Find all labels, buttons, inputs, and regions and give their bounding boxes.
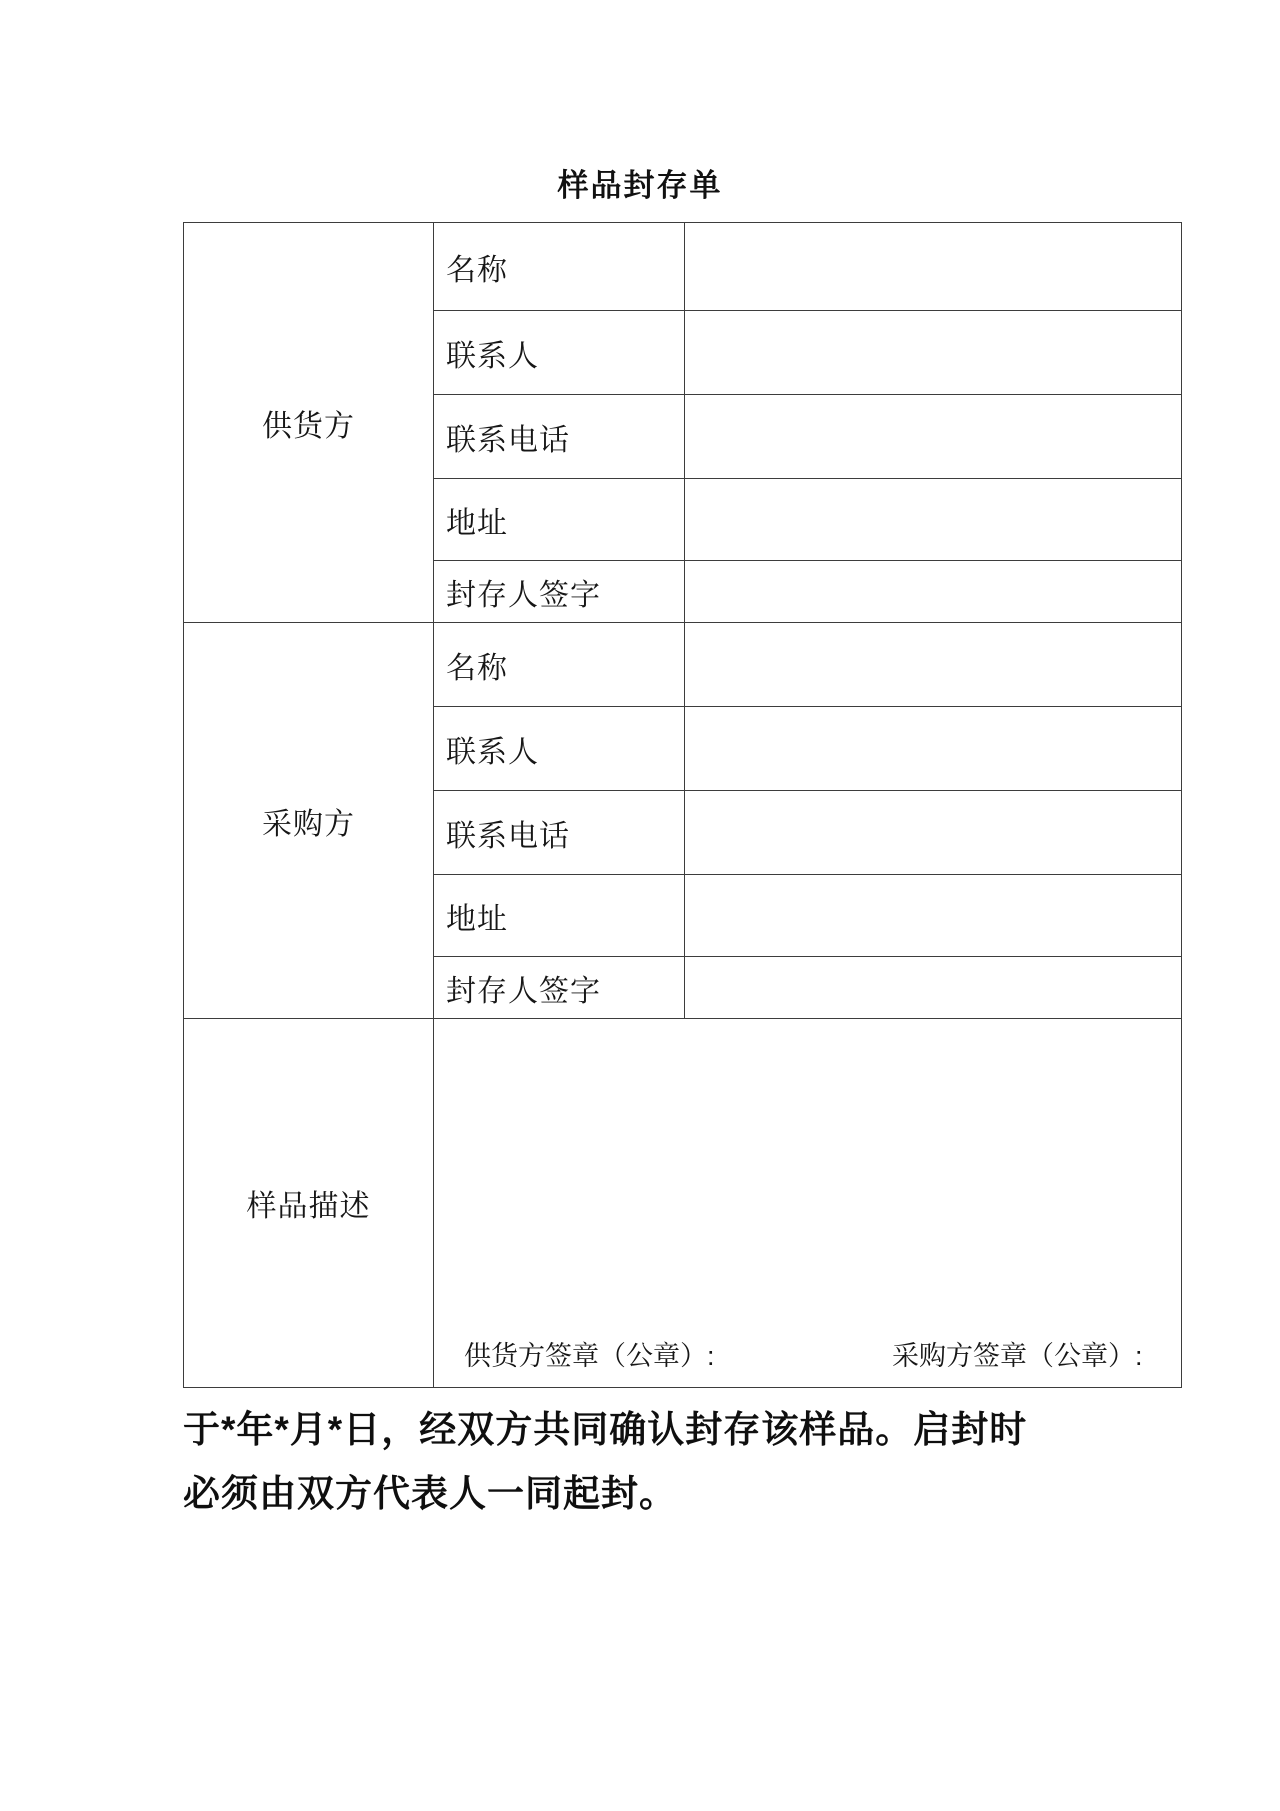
supplier-contact-label: 联系人 xyxy=(434,311,685,395)
purchaser-contact-value-cell[interactable] xyxy=(685,707,1182,791)
sample-seal-table xyxy=(183,222,1182,1388)
supplier-sealer-signature-label: 封存人签字 xyxy=(434,561,685,623)
purchaser-phone-value-cell[interactable] xyxy=(685,791,1182,875)
supplier-sealer-signature-value-cell[interactable] xyxy=(685,561,1182,623)
supplier-address-label: 地址 xyxy=(434,479,685,561)
sample-description-value-cell[interactable] xyxy=(434,1019,1182,1388)
sample-description-label: 样品描述 xyxy=(184,1019,434,1388)
supplier-phone-label: 联系电话 xyxy=(434,395,685,479)
table-row xyxy=(184,623,1182,707)
purchaser-name-value-cell[interactable] xyxy=(685,623,1182,707)
table-row xyxy=(184,1019,1182,1388)
note-line-2: 必须由双方代表人一同起封。 xyxy=(183,1473,677,1514)
supplier-name-label: 名称 xyxy=(434,223,685,311)
section-purchaser-label: 采购方 xyxy=(184,623,434,1019)
table-row xyxy=(184,223,1182,311)
supplier-name-value-cell[interactable] xyxy=(685,223,1182,311)
supplier-contact-value-cell[interactable] xyxy=(685,311,1182,395)
form-title: 样品封存单 xyxy=(557,168,723,203)
purchaser-seal-label: 采购方签章（公章）: xyxy=(892,1341,1143,1371)
purchaser-sealer-signature-value-cell[interactable] xyxy=(685,957,1182,1019)
purchaser-address-label: 地址 xyxy=(434,875,685,957)
note-line-1: 于*年*月*日，经双方共同确认封存该样品。启封时 xyxy=(183,1409,1028,1450)
purchaser-address-value-cell[interactable] xyxy=(685,875,1182,957)
purchaser-phone-label: 联系电话 xyxy=(434,791,685,875)
purchaser-sealer-signature-label: 封存人签字 xyxy=(434,957,685,1019)
supplier-phone-value-cell[interactable] xyxy=(685,395,1182,479)
supplier-seal-label: 供货方签章（公章）: xyxy=(464,1341,715,1371)
purchaser-name-label: 名称 xyxy=(434,623,685,707)
supplier-address-value-cell[interactable] xyxy=(685,479,1182,561)
purchaser-contact-label: 联系人 xyxy=(434,707,685,791)
confirmation-note xyxy=(183,1398,1173,1526)
section-supplier-label: 供货方 xyxy=(184,223,434,623)
